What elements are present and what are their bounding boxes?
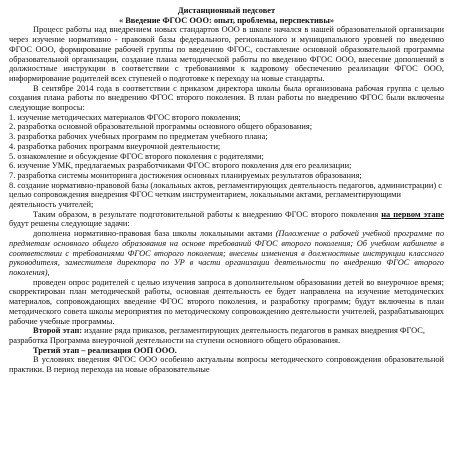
list-item: 7. разработка системы мониторинга достижения основных планируемых результатов образования; [9,170,362,180]
first-stage-paragraph [9,210,444,229]
first-stage-label: на первом этапе [381,209,444,219]
first-stage-end: будут решены следующие задачи: [9,219,130,229]
document-subtitle: « Введение ФГОС ООО: опыт, проблемы, перспективы» [118,15,335,25]
task-survey-paragraph: проведен опрос родителей с целью изучения запроса в дополнительном образовании детей во внеурочное время; скорректирован план методической работы, основная деятельность ее будет направлена на изучение методических материалов, сопровождающих введение ФГОС второго поколения, и разработку программ; будут включены в план методического совета школы мероприятия по методическому сопровождению деятельности учителей, разрабатывающих рабочие учебные программы. [9,277,444,326]
plan-list [9,113,444,210]
list-item: 3. разработка рабочих учебных программ по предметам учебного плана; [9,132,268,142]
second-stage-label: Второй этап: [33,326,83,336]
list-item: 1. изучение методических материалов ФГОС второго поколения; [9,112,241,122]
list-item: 8. создание нормативно-правовой базы (локальных актов, регламентирующих деятельность педагогов, администрации) с целью сопровождения внедрения ФГОС четким инструментарием, локальными актами, регламентирующими деятельность учителей; [9,180,442,210]
final-paragraph: В условиях введения ФГОС ООО особенно актуальны вопросы методического сопровождения образовательной практики. В период перехода на новые образовательные [9,355,444,375]
list-item: 2. разработка основной образовательной программы основного общего образования; [9,122,313,132]
second-stage-paragraph [9,326,444,345]
list-item: 4. разработка рабочих программ внеурочной деятельности; [9,141,221,151]
working-group-paragraph: В сентябре 2014 года в соответствии с приказом директора школы была организована рабочая группа с целью создания плана работы по внедрению ФГОС второго поколения. В план работы по внедрению ФГОС были включены следующие вопросы: [9,83,444,113]
task-normative-note: (Положение о рабочей учебной программе по предметам основного общего образования на основе требований ФГОС второго поколения; Об учебном кабинете в соответствии с требованиями ФГОС второго поколения; внесены изменения в должностные инструкции классного руководителя, заместителя директора по УР в части организации деятельности по внедрению ФГОС второго поколения), [9,229,445,277]
third-stage-heading: Третий этап – реализация ООП ООО. [33,345,177,355]
first-stage-lead: Таким образом, в результате подготовительной работы к внедрению ФГОС второго поколения [33,209,379,219]
document-title: Дистанционный педсовет [177,6,276,15]
intro-paragraph: Процесс работы над внедрением новых стандартов ООО в школе начался в нашей образовательной организации через изучение нормативно - правовой базы федерального, регионального и муниципального уровней по введению ФГОС ООО, формирование рабочей группы по введению ФГОС, составление основной образовательной программы образовательной организации, создание плана методической работы по введению ФГОС ООО, внесение дополнений в должностные инструкции в соответствии с требованиями к кадровому обеспечению реализации ФГОС ООО, информирование родителей всех ступеней о подготовке к переходу на новые стандарты. [9,25,444,83]
second-stage-text: издание ряда приказов, регламентирующих деятельность педагогов в рамках внедрения ФГОС, разработка Программа внеурочной деятельности на ступени основного общего образования. [9,326,425,345]
task-normative-lead: дополнена нормативно-правовая база школы локальными актами [33,229,273,239]
list-item: 5. ознакомление и обсуждение ФГОС второго поколения с родителями; [9,151,264,161]
task-normative-base [9,229,444,278]
list-item: 6. изучение УМК, предлагаемых разработчиками ФГОС второго поколения для его реализации; [9,161,352,171]
